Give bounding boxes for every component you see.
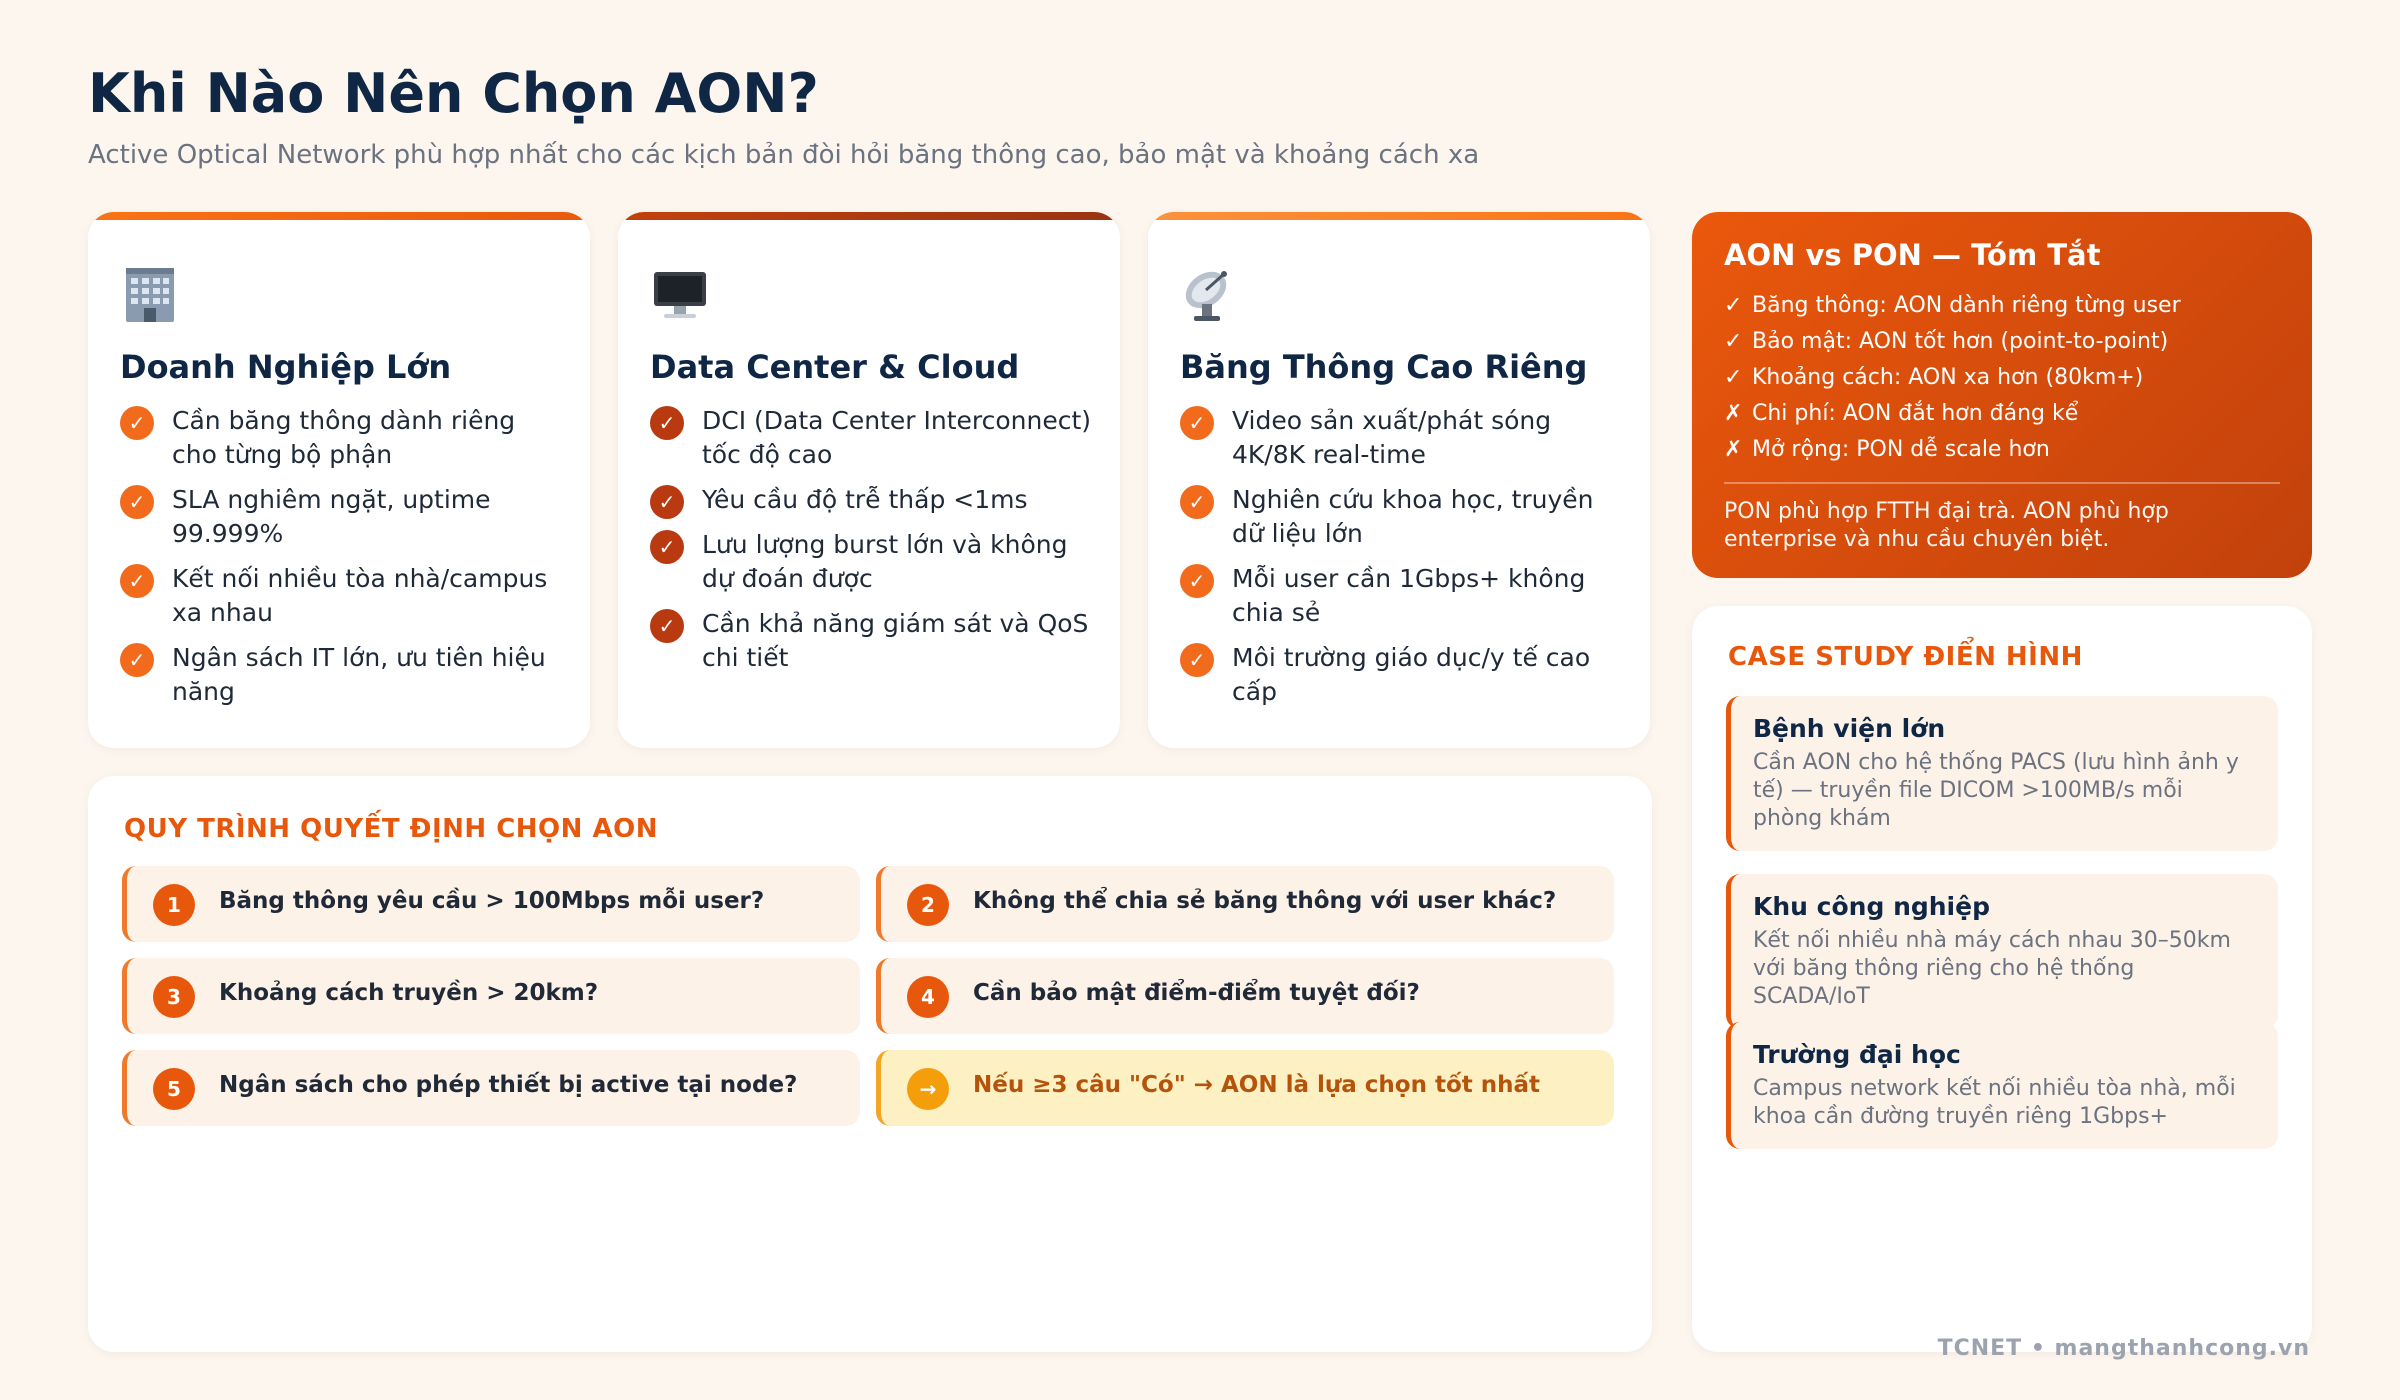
step-text: Không thể chia sẻ băng thông với user khác? (973, 888, 1557, 914)
result-text: Nếu ≥3 câu "Có" → AON là lựa chọn tốt nhất (973, 1072, 1541, 1098)
list-item: ✓ Kết nối nhiều tòa nhà/campus xa nhau (120, 562, 564, 630)
step-number: 4 (907, 976, 949, 1018)
step-text: Băng thông yêu cầu > 100Mbps mỗi user? (219, 888, 765, 914)
satellite-dish-icon (1178, 262, 1242, 326)
case-text: Kết nối nhiều nhà máy cách nhau 30–50km với băng thông riêng cho hệ thống SCADA/IoT (1753, 928, 2231, 1009)
decision-step (122, 958, 860, 1034)
step-text: Ngân sách cho phép thiết bị active tại node? (219, 1072, 798, 1098)
check-icon: ✓ (650, 530, 684, 564)
list-item: ✓ Nghiên cứu khoa học, truyền dữ liệu lớn (1180, 483, 1624, 551)
case-text: Campus network kết nối nhiều tòa nhà, mỗi khoa cần đường truyền riêng 1Gbps+ (1753, 1076, 2236, 1129)
page-title: Khi Nào Nên Chọn AON? (88, 62, 819, 125)
list-item: ✓ Mỗi user cần 1Gbps+ không chia sẻ (1180, 562, 1624, 630)
case-title: Khu công nghiệp (1753, 892, 1990, 921)
decision-step (876, 866, 1614, 942)
check-icon: ✓ (1180, 485, 1214, 519)
summary-item: ✓ Bảo mật: AON tốt hơn (point-to-point) (1724, 324, 2280, 360)
divider (1724, 482, 2280, 484)
summary-list (1724, 288, 2280, 468)
check-icon: ✓ (1180, 564, 1214, 598)
check-icon: ✓ (1180, 643, 1214, 677)
check-mark-icon: ✓ (1724, 293, 1743, 318)
card-large-enterprise (88, 212, 590, 748)
step-number: 1 (153, 884, 195, 926)
check-icon: ✓ (120, 406, 154, 440)
card-feature-list (1180, 404, 1624, 720)
decision-step (122, 866, 860, 942)
card-feature-list (650, 404, 1094, 686)
summary-item: ✗ Mở rộng: PON dễ scale hơn (1724, 432, 2280, 468)
card-title: Doanh Nghiệp Lớn (120, 348, 452, 386)
case-title: Bệnh viện lớn (1753, 714, 1946, 743)
section-title: CASE STUDY ĐIỂN HÌNH (1728, 642, 2083, 672)
check-icon: ✓ (120, 564, 154, 598)
step-text: Cần bảo mật điểm-điểm tuyệt đối? (973, 980, 1420, 1006)
card-title: Băng Thông Cao Riêng (1180, 348, 1588, 386)
decision-process-panel (88, 776, 1652, 1352)
decision-step (122, 1050, 860, 1126)
step-text: Khoảng cách truyền > 20km? (219, 980, 599, 1006)
check-icon: ✓ (120, 485, 154, 519)
summary-title: AON vs PON — Tóm Tắt (1724, 238, 2101, 272)
aon-vs-pon-summary (1692, 212, 2312, 578)
section-title: QUY TRÌNH QUYẾT ĐỊNH CHỌN AON (124, 814, 658, 844)
cross-mark-icon: ✗ (1724, 401, 1743, 426)
list-item: ✓ Video sản xuất/phát sóng 4K/8K real-time (1180, 404, 1624, 472)
list-item: ✓ Yêu cầu độ trễ thấp <1ms (650, 483, 1094, 517)
list-item: ✓ DCI (Data Center Interconnect) tốc độ cao (650, 404, 1094, 472)
list-item: ✓ Môi trường giáo dục/y tế cao cấp (1180, 641, 1624, 709)
card-feature-list (120, 404, 564, 720)
step-number: 2 (907, 884, 949, 926)
decision-step (876, 958, 1614, 1034)
cross-mark-icon: ✗ (1724, 437, 1743, 462)
card-data-center (618, 212, 1120, 748)
card-dedicated-bandwidth (1148, 212, 1650, 748)
list-item: ✓ Cần khả năng giám sát và QoS chi tiết (650, 607, 1094, 675)
card-title: Data Center & Cloud (650, 348, 1020, 386)
case-text: Cần AON cho hệ thống PACS (lưu hình ảnh y tế) — truyền file DICOM >100MB/s mỗi phòng khám (1753, 750, 2239, 831)
summary-item: ✓ Băng thông: AON dành riêng từng user (1724, 288, 2280, 324)
check-icon: ✓ (1180, 406, 1214, 440)
footer-credit: TCNET • mangthanhcong.vn (1937, 1336, 2310, 1361)
desktop-computer-icon (648, 262, 712, 326)
summary-note: PON phù hợp FTTH đại trà. AON phù hợp enterprise và nhu cầu chuyên biệt. (1724, 499, 2169, 552)
check-mark-icon: ✓ (1724, 329, 1743, 354)
case-study-card (1726, 696, 2278, 851)
step-number: 5 (153, 1068, 195, 1110)
decision-result (876, 1050, 1614, 1126)
case-title: Trường đại học (1753, 1040, 1961, 1069)
page-subtitle: Active Optical Network phù hợp nhất cho các kịch bản đòi hỏi băng thông cao, bảo mật và khoảng cách xa (88, 140, 1480, 170)
case-study-card (1726, 1022, 2278, 1149)
list-item: ✓ Ngân sách IT lớn, ưu tiên hiệu năng (120, 641, 564, 709)
check-icon: ✓ (650, 485, 684, 519)
check-icon: ✓ (120, 643, 154, 677)
list-item: ✓ Lưu lượng burst lớn và không dự đoán được (650, 528, 1094, 596)
summary-item: ✗ Chi phí: AON đắt hơn đáng kể (1724, 396, 2280, 432)
arrow-right-icon: → (907, 1068, 949, 1110)
case-study-panel (1692, 606, 2312, 1352)
check-icon: ✓ (650, 609, 684, 643)
list-item: ✓ Cần băng thông dành riêng cho từng bộ phận (120, 404, 564, 472)
list-item: ✓ SLA nghiêm ngặt, uptime 99.999% (120, 483, 564, 551)
summary-item: ✓ Khoảng cách: AON xa hơn (80km+) (1724, 360, 2280, 396)
office-building-icon (118, 262, 182, 326)
check-mark-icon: ✓ (1724, 365, 1743, 390)
check-icon: ✓ (650, 406, 684, 440)
case-study-card (1726, 874, 2278, 1029)
step-number: 3 (153, 976, 195, 1018)
